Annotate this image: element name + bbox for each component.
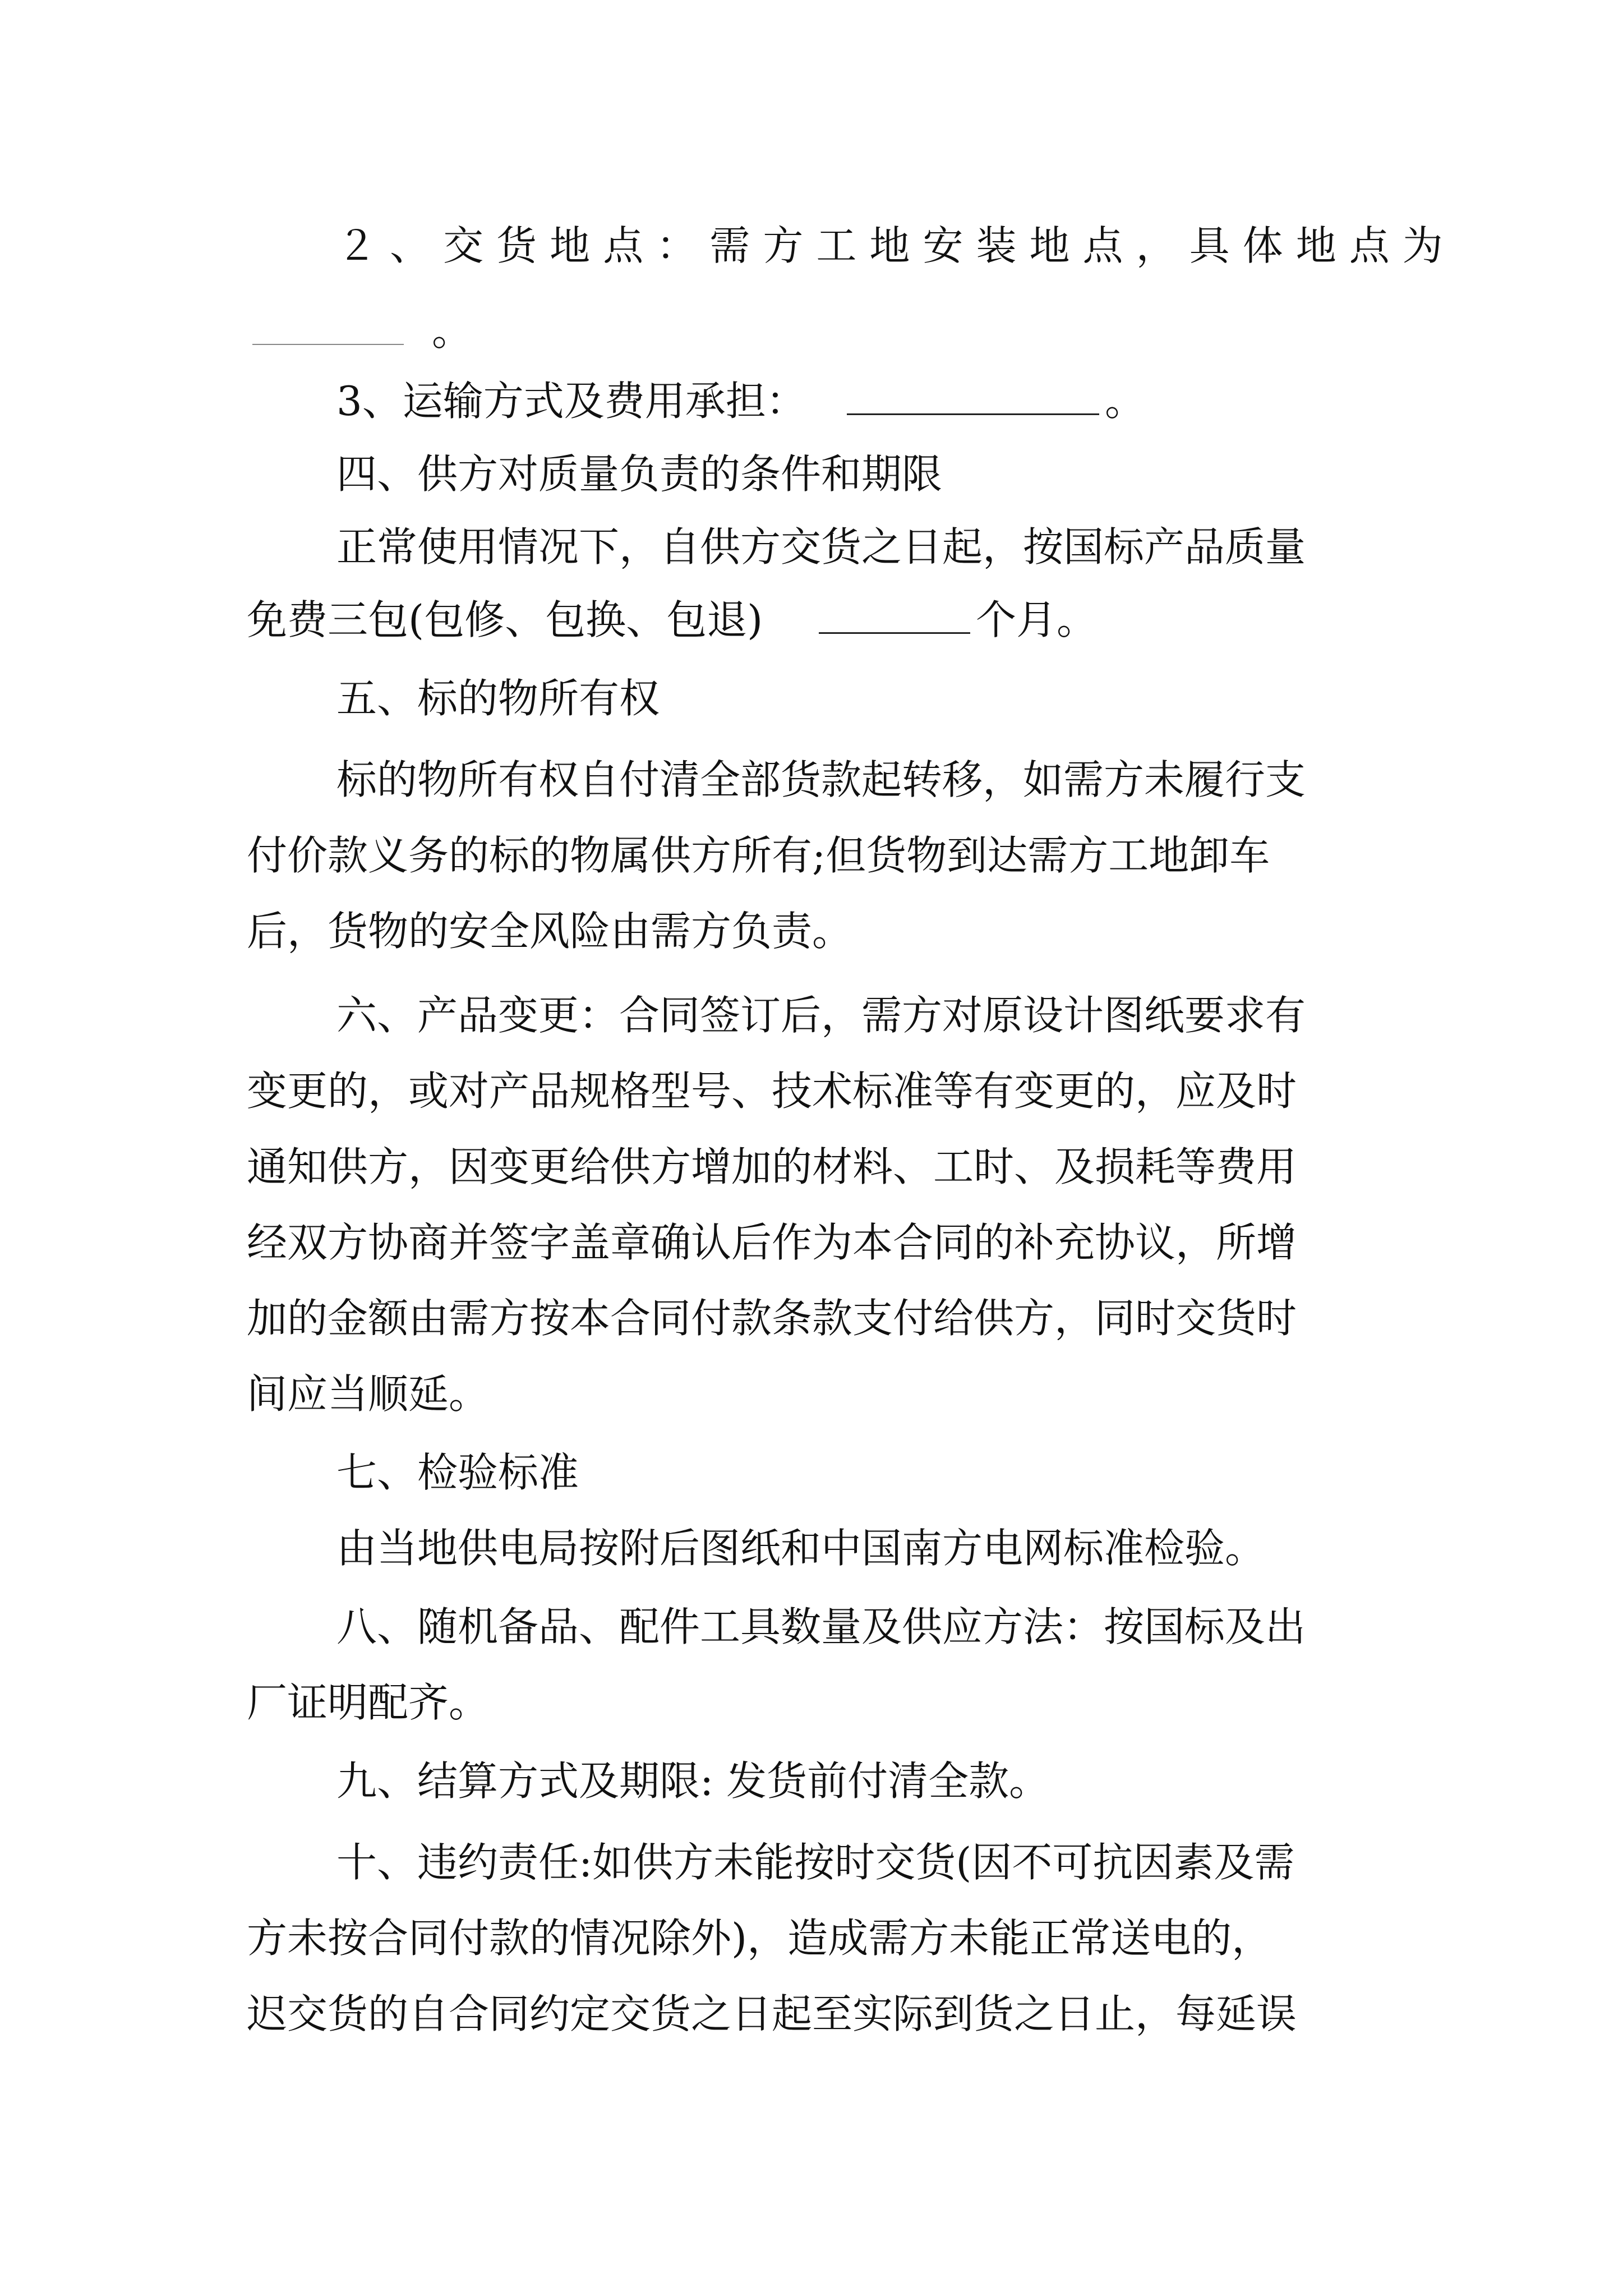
warranty-blank <box>813 592 976 648</box>
sec8-line-1: 八、随机备品、配件工具数量及供应方法：按国标及出 <box>336 1603 1306 1650</box>
sec7-p: 由当地供电局按附后图纸和中国南方电网标准检验。 <box>336 1525 1266 1572</box>
item-3-text: 3、运输方式及费用承担： <box>336 378 806 425</box>
sec10-line-3: 迟交货的自合同约定交货之日起至实际到货之日止，每延误 <box>247 1990 1297 2037</box>
sec5-heading: 五、标的物所有权 <box>336 675 660 722</box>
sec4-p1: 正常使用情况下，自供方交货之日起，按国标产品质量 <box>336 523 1306 570</box>
sec6-line-6: 间应当顺延。 <box>247 1370 490 1418</box>
sec6-line-5: 加的金额由需方按本合同付款条款支付给供方，同时交货时 <box>247 1295 1297 1342</box>
item-2-blank-line <box>0 303 1623 359</box>
location-blank <box>247 303 409 359</box>
transport-blank <box>841 373 1105 429</box>
item-3-line <box>0 373 1623 429</box>
sec4-p2 <box>0 592 1623 648</box>
sec5-line-2: 付价款义务的标的物属供方所有;但货物到达需方工地卸车 <box>247 832 1270 879</box>
sec4-p2-text: 免费三包(包修、包换、包退) <box>247 596 763 643</box>
item-2-line <box>0 218 1623 274</box>
sec6-line-4: 经双方协商并签字盖章确认后作为本合同的补充协议，所增 <box>247 1219 1297 1266</box>
sec10-line-2: 方未按合同付款的情况除外)，造成需方未能正常送电的， <box>247 1915 1272 1962</box>
sec10-line-1: 十、违约责任:如供方未能按时交货(因不可抗因素及需 <box>336 1839 1295 1886</box>
item-3-end: 。 <box>1105 378 1146 425</box>
sec6-line-1: 六、产品变更：合同签订后，需方对原设计图纸要求有 <box>336 992 1306 1039</box>
sec6-line-2: 变更的，或对产品规格型号、技术标准等有变更的，应及时 <box>247 1068 1297 1115</box>
sec8-line-2: 厂证明配齐。 <box>247 1679 490 1726</box>
sec7-heading: 七、检验标准 <box>336 1449 579 1496</box>
sec6-line-3: 通知供方，因变更给供方增加的材料、工时、及损耗等费用 <box>247 1143 1297 1190</box>
sec5-line-3: 后，货物的安全风险由需方负责。 <box>247 908 853 955</box>
sec5-line-1: 标的物所有权自付清全部货款起转移，如需方未履行支 <box>336 756 1306 803</box>
sec4-p2-end: 个月。 <box>976 596 1098 643</box>
item-2-text: ２、交货地点：需方工地安装地点，具体地点为 <box>336 222 1456 269</box>
item-2-end: 。 <box>432 307 473 355</box>
sec4-heading: 四、供方对质量负责的条件和期限 <box>336 450 943 498</box>
sec9-p: 九、结算方式及期限: 发货前付清全款。 <box>336 1757 1050 1805</box>
